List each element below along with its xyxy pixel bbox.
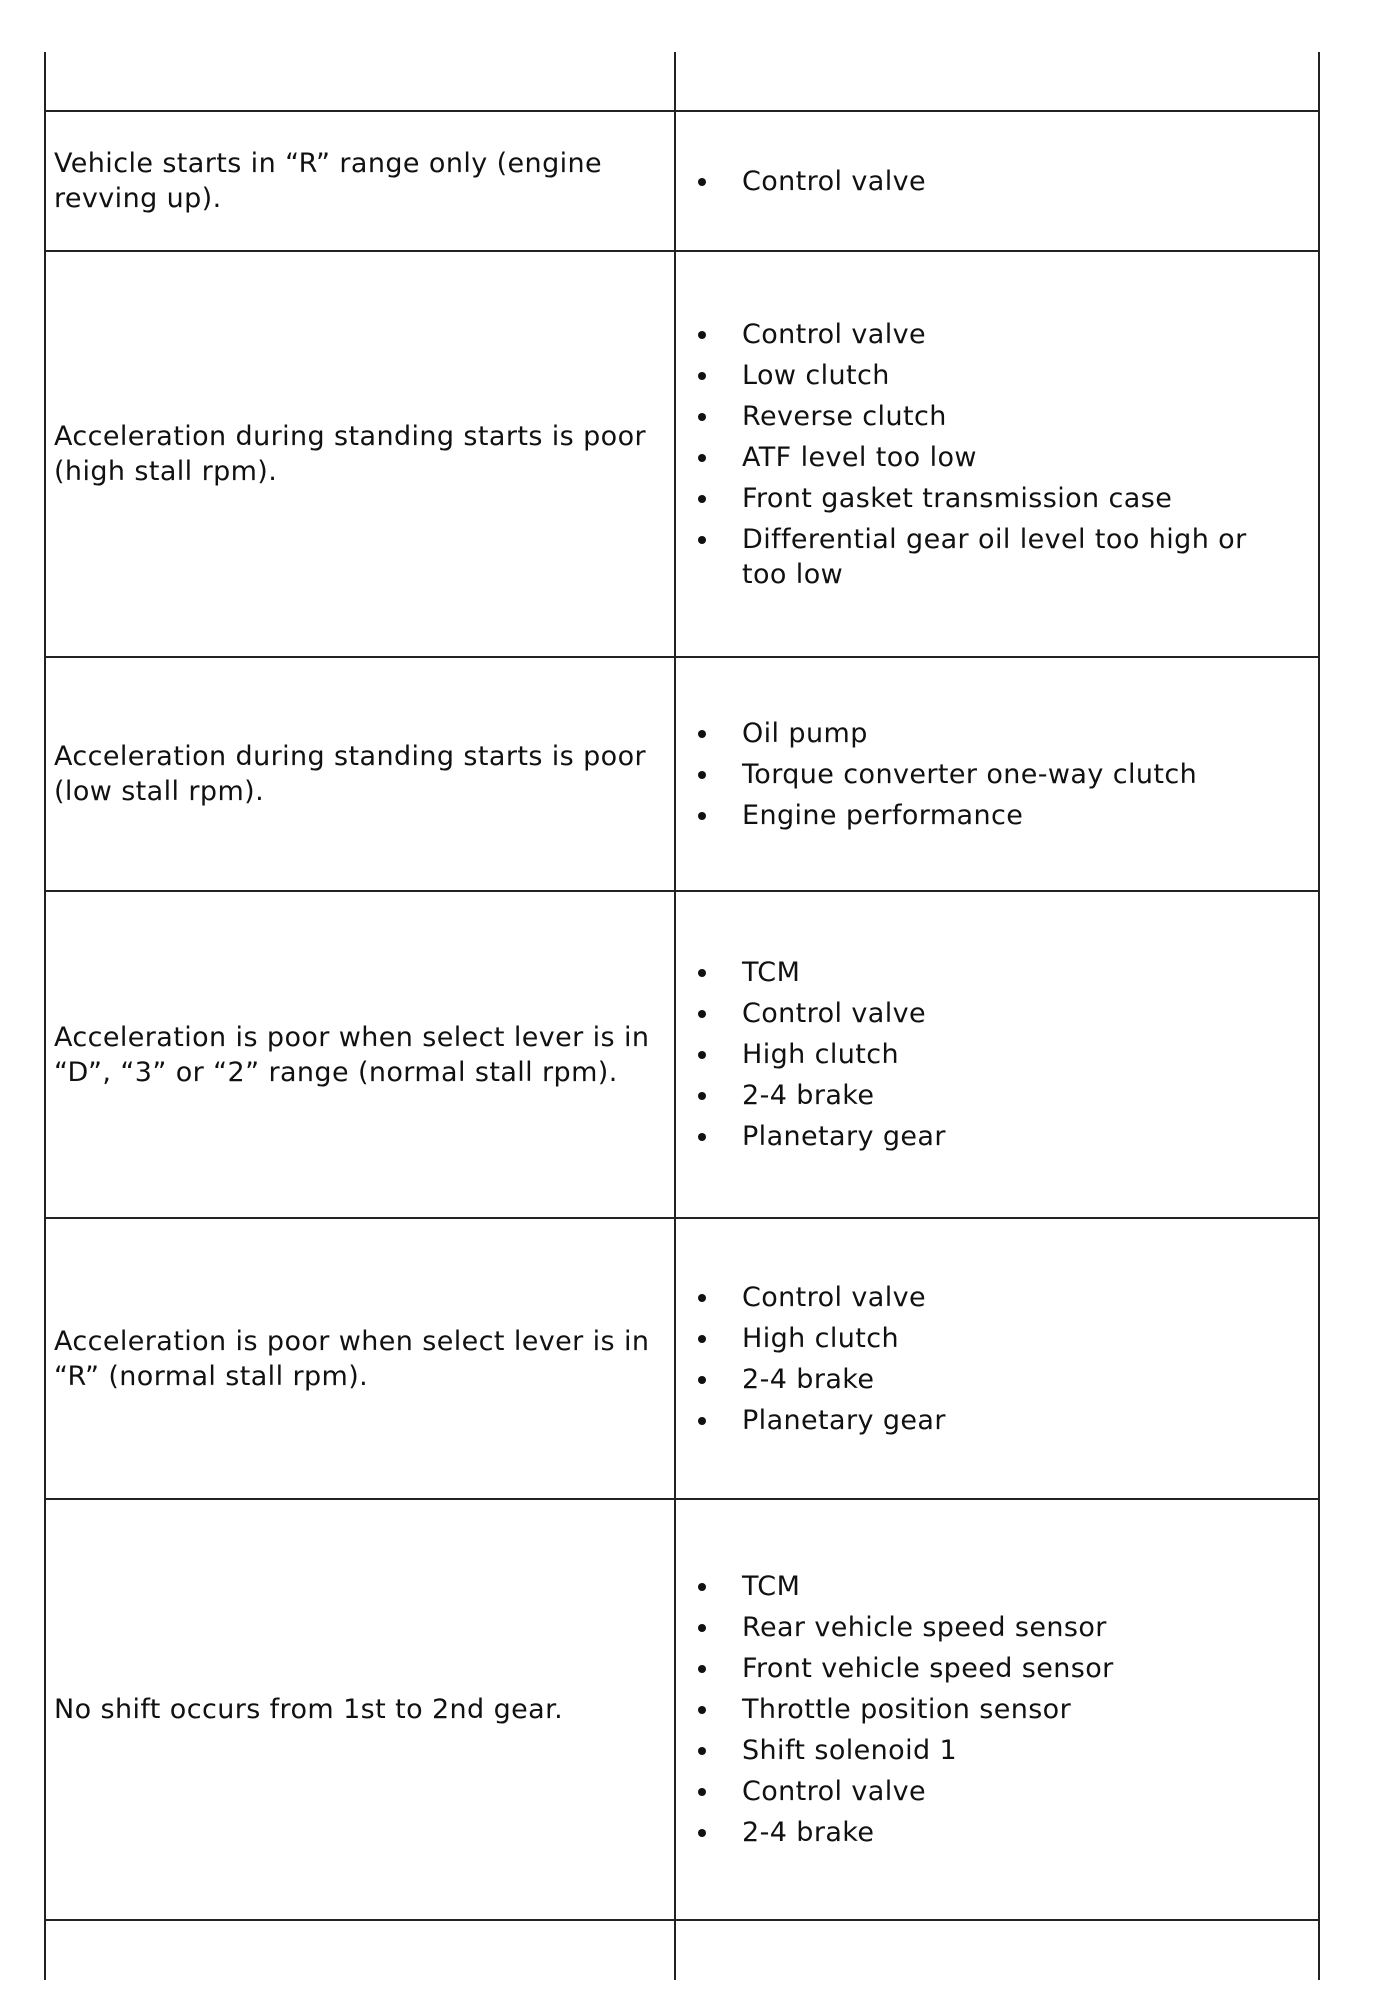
cause-list xyxy=(680,1563,1114,1856)
cause-item: Front gasket transmission case xyxy=(680,481,1262,516)
cause-list xyxy=(680,311,1262,598)
table-row xyxy=(44,1500,1320,1919)
symptom-text: No shift occurs from 1st to 2nd gear. xyxy=(54,1694,564,1725)
cause-item: Oil pump xyxy=(680,716,1197,751)
symptom-text: Acceleration during standing starts is poor (low stall rpm). xyxy=(54,741,646,807)
table-row xyxy=(44,52,1320,110)
table-row xyxy=(44,112,1320,250)
cause-item: Planetary gear xyxy=(680,1403,946,1438)
cause-item: TCM xyxy=(680,1569,1114,1604)
cause-list xyxy=(680,158,926,205)
cause-item: 2-4 brake xyxy=(680,1362,946,1397)
symptom-cell xyxy=(54,112,674,250)
symptom-cell xyxy=(54,1500,674,1919)
cause-item: 2-4 brake xyxy=(680,1815,1114,1850)
cause-item: High clutch xyxy=(680,1037,946,1072)
symptom-text: Vehicle starts in “R” range only (engine revving up). xyxy=(54,148,603,214)
table-row xyxy=(44,1921,1320,1980)
cause-list xyxy=(680,710,1197,839)
cause-item: Planetary gear xyxy=(680,1119,946,1154)
cause-item: Torque converter one-way clutch xyxy=(680,757,1197,792)
table-row xyxy=(44,892,1320,1217)
cause-item: Differential gear oil level too high or too low xyxy=(680,522,1262,592)
cause-cell xyxy=(680,1219,1310,1498)
cause-item: Control valve xyxy=(680,1280,946,1315)
cause-item: ATF level too low xyxy=(680,440,1262,475)
symptom-cell xyxy=(54,892,674,1217)
symptom-cell xyxy=(54,658,674,890)
table-row xyxy=(44,252,1320,656)
cause-item: TCM xyxy=(680,955,946,990)
symptom-cell xyxy=(54,252,674,656)
cause-item: 2-4 brake xyxy=(680,1078,946,1113)
symptom-text: Acceleration is poor when select lever is in “D”, “3” or “2” range (normal stall rpm). xyxy=(54,1021,650,1088)
cause-cell xyxy=(680,252,1310,656)
cause-item: Throttle position sensor xyxy=(680,1692,1114,1727)
cause-item: High clutch xyxy=(680,1321,946,1356)
cause-item: Control valve xyxy=(680,1774,1114,1809)
cause-item: Shift solenoid 1 xyxy=(680,1733,1114,1768)
symptom-text: Acceleration during standing starts is poor (high stall rpm). xyxy=(54,421,646,487)
troubleshooting-table xyxy=(44,52,1320,1980)
cause-cell xyxy=(680,1500,1310,1919)
cause-item: Rear vehicle speed sensor xyxy=(680,1610,1114,1645)
cause-item: Control valve xyxy=(680,996,946,1031)
symptom-text: Acceleration is poor when select lever is in “R” (normal stall rpm). xyxy=(54,1325,650,1392)
table-row xyxy=(44,1219,1320,1498)
cause-cell xyxy=(680,658,1310,890)
cause-list xyxy=(680,949,946,1160)
cause-item: Front vehicle speed sensor xyxy=(680,1651,1114,1686)
cause-item: Low clutch xyxy=(680,358,1262,393)
cause-item: Control valve xyxy=(680,164,926,199)
cause-item: Reverse clutch xyxy=(680,399,1262,434)
symptom-cell xyxy=(54,1219,674,1498)
cause-cell xyxy=(680,112,1310,250)
table-row xyxy=(44,658,1320,890)
cause-list xyxy=(680,1274,946,1444)
cause-item: Engine performance xyxy=(680,798,1197,833)
cause-cell xyxy=(680,892,1310,1217)
cause-item: Control valve xyxy=(680,317,1262,352)
